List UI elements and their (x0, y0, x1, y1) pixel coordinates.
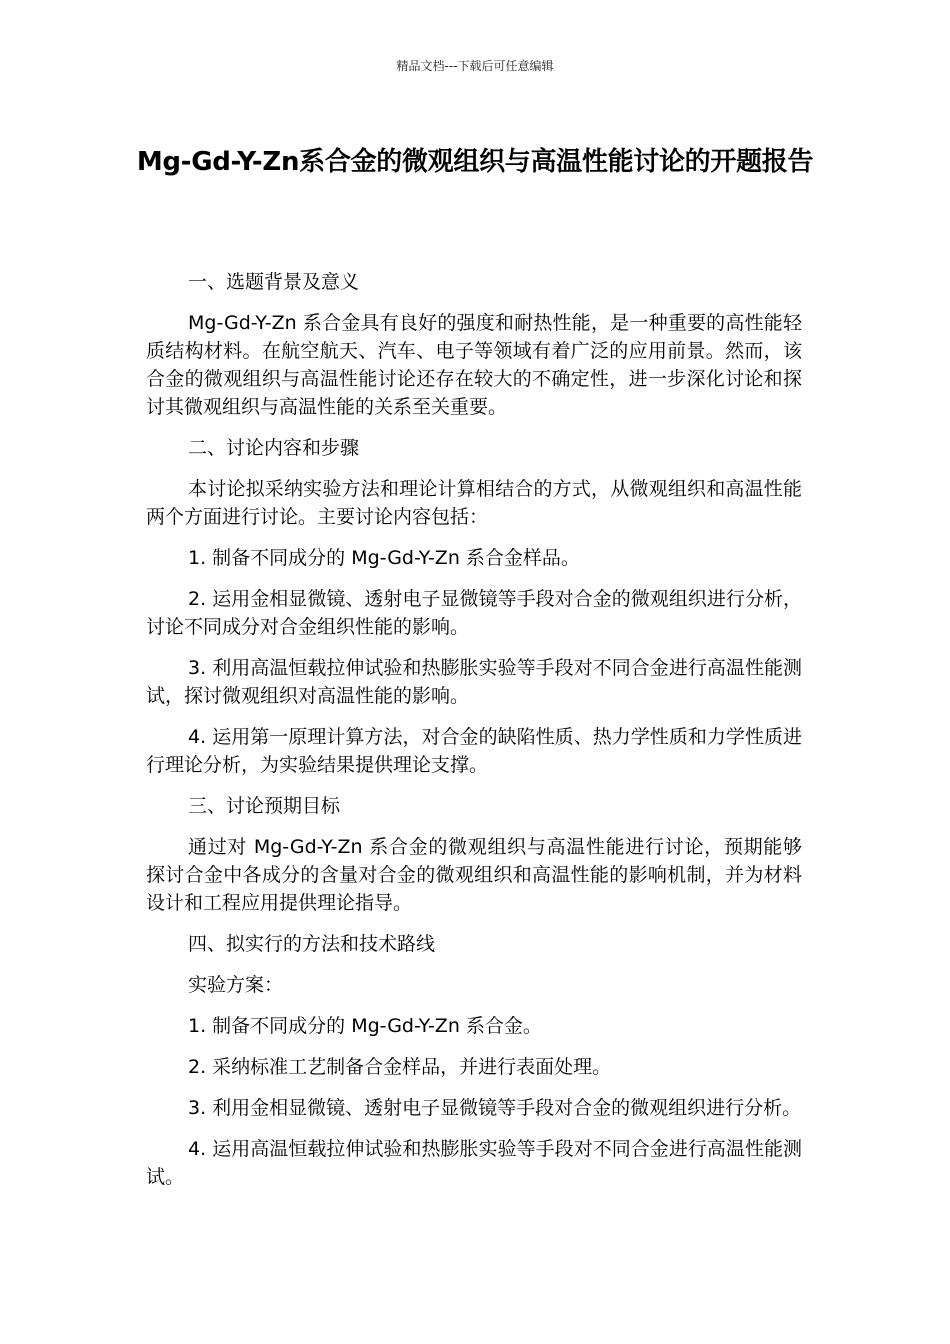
list-item-method-1: 1. 制备不同成分的 Mg-Gd-Y-Zn 系合金。 (188, 1015, 542, 1037)
list-item-content-1: 1. 制备不同成分的 Mg-Gd-Y-Zn 系合金样品。 (188, 547, 580, 569)
paragraph-background: Mg-Gd-Y-Zn 系合金具有良好的强度和耐热性能，是一种重要的高性能轻质结构材料。在航空航天、汽车、电子等领域有着广泛的应用前景。然而，该合金的微观组织与高温性能讨论还存在较大的不确定性，进一步深化讨论和探讨其微观组织与高温性能的关系至关重要。 (146, 312, 802, 418)
list-item-content-2: 2. 运用金相显微镜、透射电子显微镜等手段对合金的微观组织进行分析，讨论不同成分对合金组织性能的影响。 (146, 588, 802, 638)
list-item-method-3: 3. 利用金相显微镜、透射电子显微镜等手段对合金的微观组织进行分析。 (188, 1097, 802, 1119)
paragraph-content-intro: 本讨论拟采纳实验方法和理论计算相结合的方式，从微观组织和高温性能两个方面进行讨论。主要讨论内容包括： (146, 478, 802, 528)
list-item-content-3: 3. 利用高温恒载拉伸试验和热膨胀实验等手段对不同合金进行高温性能测试，探讨微观组织对高温性能的影响。 (146, 657, 802, 707)
section-heading-background: 一、选题背景及意义 (188, 271, 360, 293)
list-item-method-4: 4. 运用高温恒载拉伸试验和热膨胀实验等手段对不同合金进行高温性能测试。 (146, 1138, 802, 1188)
header-note: 精品文档---下载后可任意编辑 (396, 59, 554, 73)
paragraph-experiment-plan: 实验方案： (188, 974, 284, 996)
document-title: Mg-Gd-Y-Zn系合金的微观组织与高温性能讨论的开题报告 (136, 147, 814, 177)
section-heading-goals: 三、讨论预期目标 (188, 795, 341, 817)
section-heading-methods: 四、拟实行的方法和技术路线 (188, 933, 436, 955)
list-item-content-4: 4. 运用第一原理计算方法，对合金的缺陷性质、热力学性质和力学性质进行理论分析，为实验结果提供理论支撑。 (146, 726, 802, 776)
section-heading-content-steps: 二、讨论内容和步骤 (188, 437, 360, 459)
paragraph-goals: 通过对 Mg-Gd-Y-Zn 系合金的微观组织与高温性能进行讨论，预期能够探讨合金中各成分的含量对合金的微观组织和高温性能的影响机制，并为材料设计和工程应用提供理论指导。 (146, 836, 802, 914)
document-body (146, 268, 802, 1204)
list-item-method-2: 2. 采纳标准工艺制备合金样品，并进行表面处理。 (188, 1056, 612, 1078)
